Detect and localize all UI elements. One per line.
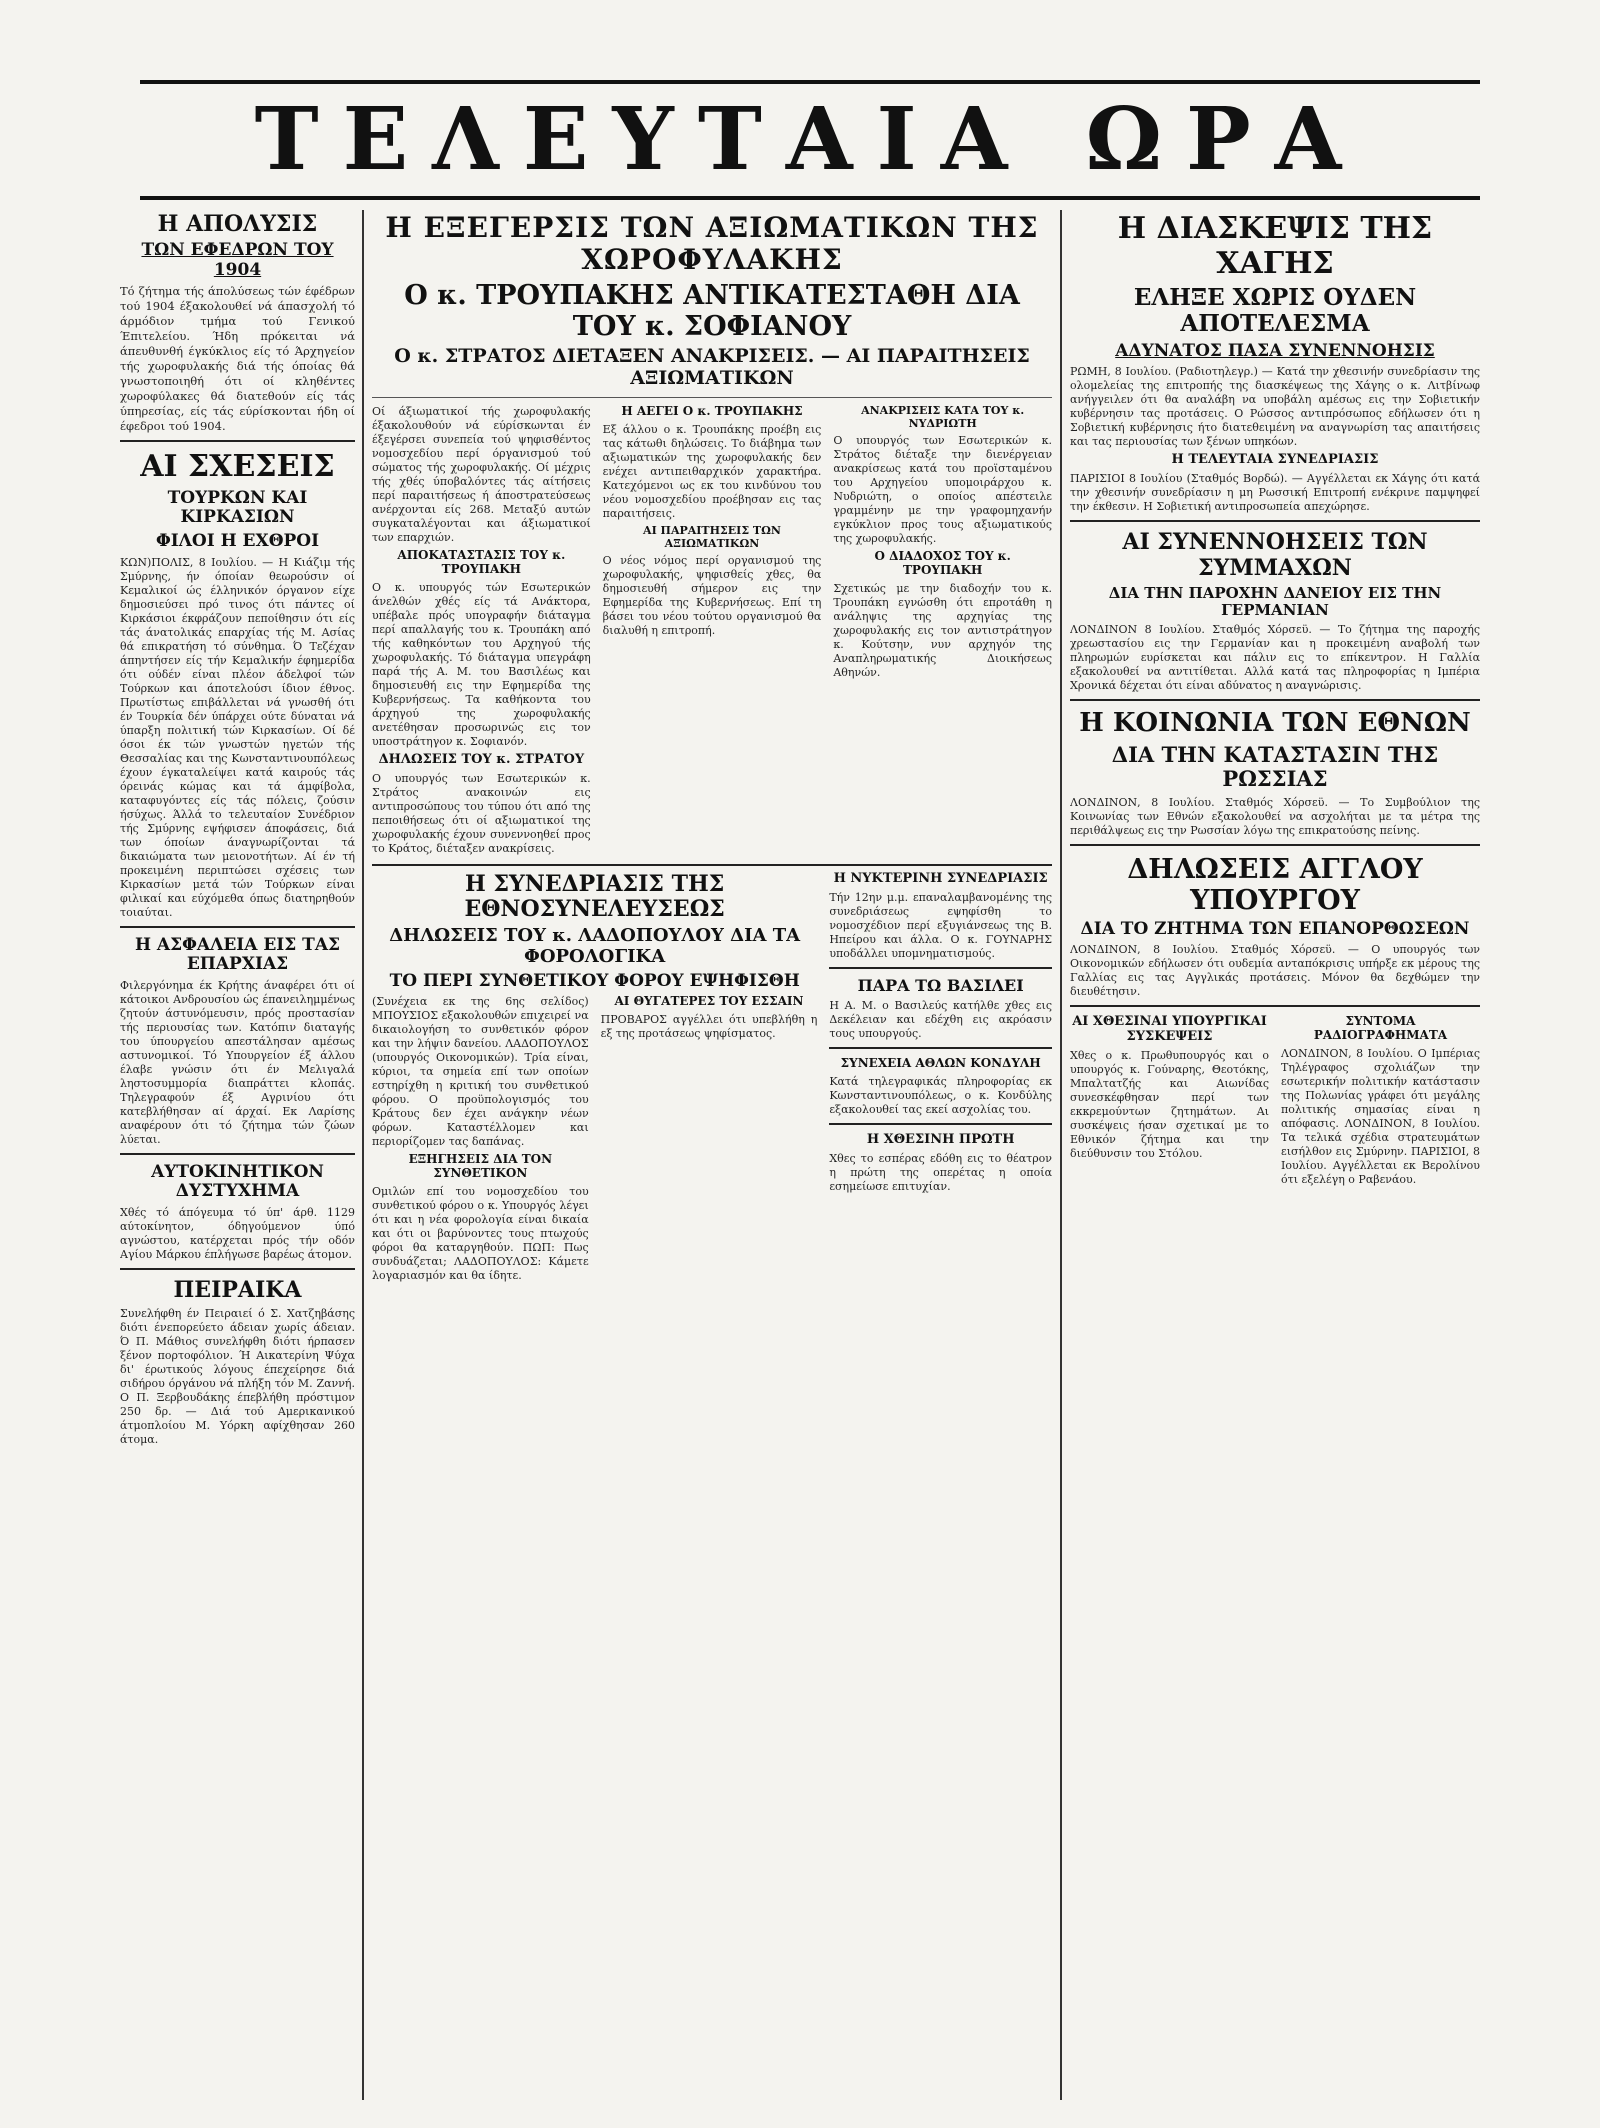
masthead-title: ΤΕΛΕΥΤΑΙΑ ΩΡΑ <box>254 89 1366 190</box>
section-heading-explanations: ΕΞΗΓΗΣΕΙΣ ΔΙΑ ΤΟΝ ΣΥΝΘΕΤΙΚΟΝ <box>408 1152 553 1180</box>
divider <box>372 397 1052 398</box>
article-body-kondylis: Κατά τηλεγραφικάς πληροφορίας εκ Κωνσταντινουπόλεως, ο κ. Κονδύλης εξακολουθεί τας εκεί ασχολίας του. <box>829 1074 1052 1116</box>
section-heading-stratos-statements: ΔΗΛΩΣΕΙΣ ΤΟΥ κ. ΣΤΡΑΤΟΥ <box>378 751 585 767</box>
assembly-subcolumns <box>372 993 817 1285</box>
divider <box>829 1123 1052 1125</box>
divider <box>829 1047 1052 1049</box>
article-body-hague: ΡΩΜΗ, 8 Ιουλίου. (Ραδιοτηλεγρ.) — Κατά την χθεσινήν συνεδρίασιν της ολομελείας της επιτροπής της διασκέψεως της Χάγης ο κ. Λιτβίνωφ ανήγγειλεν ότι θα αναλάβη να υποβάλη αμέσως εις την Σοβιετικήν κυβέρνησιν τας προτάσεις. Ο Ρώσσος αντιπρόσωπος εδήλωσεν ότι η Σοβιετική κυβέρνησις ήτο διατεθειμένη να αναγνωρίση τας απαιτήσεις και τας περιουσίας των ξένων υπηκόων. <box>1070 365 1480 449</box>
article-body-explanations: Ομιλών επί του νομοσχεδίου του συνθετικού φόρου ο κ. Υπουργός λέγει ότι και η νέα φορολογία είναι δικαία και ότι οι βαρύνοντες τους πτωχούς φόροι θα καταργηθούν. ΠΩΠ: Πως συνδυάζεται; ΛΑΔΟΠΟΥΛΟΣ: Κάμετε λογαριασμόν και θα ίδητε. <box>372 1184 589 1282</box>
divider <box>829 967 1052 969</box>
article-body-league: ΛΟΝΔΙΝΟΝ, 8 Ιουλίου. Σταθμός Χόρσεϋ. — Το Συμβούλιον της Κοινωνίας των Εθνών εξακολουθεί να ασχολήται με τα μέτρα της περιθάλψεως εις την Ρωσσίαν λόγω της επικρατούσης πείνης. <box>1070 795 1480 837</box>
article-body-successor: Σχετικώς με την διαδοχήν του κ. Τρουπάκη εγνώσθη ότι επροτάθη η ανάληψις της αρχηγίας της χωροφυλακής εις τον αντιστράτηγον κ. Κούτσην, νυν αρχηγόν της Αναπληρωματικής Διοικήσεως Αθηνών. <box>833 582 1052 680</box>
article-body-assembly: (Συνέχεια εκ της 6ης σελίδος) ΜΠΟΥΣΙΟΣ εξακολουθών επιχειρεί να δικαιολογήση το συνθετικόν φόρον και την λήψιν δανείου. ΛΑΔΟΠΟΥΛΟΣ (υπουργός Οικονομικών). Τρία είναι, κύριοι, τα σημεία επί των οποίων εστηρίχθη η κριτική του συνθετικού φόρου. Ο προϋπολογισμός του Κράτους δεν έχει ανάγκην νέων φόρων. Καταστέλλομεν και περιορίζομεν τας δαπάνας. <box>372 995 589 1149</box>
column-rule-2 <box>1060 210 1062 2100</box>
assembly-subcolumn-2 <box>601 993 818 1285</box>
masthead-rule-bottom <box>140 196 1480 200</box>
assembly-row <box>372 870 1052 1285</box>
article-body-reparations: ΛΟΝΔΙΝΟΝ, 8 Ιουλίου. Σταθμός Χόρσεϋ. — Ο υπουργός των Οικονομικών εδήλωσεν ότι ουδεμία ανταπόκρισις υπήρξε εκ μέρους της Γαλλίας εις τας Αγγλικάς προτάσεις. Μόνον θα δεχθώμεν την διευθέτησιν. <box>1070 943 1480 999</box>
section-heading-daughters: ΑΙ ΘΥΓΑΤΕΡΕΣ ΤΟΥ ΕΣΣΑΙΝ <box>614 994 804 1009</box>
section-heading-last-session: Η ΤΕΛΕΥΤΑΙΑ ΣΥΝΕΔΡΙΑΣΙΣ <box>1171 452 1379 468</box>
assembly-main <box>372 870 817 1285</box>
section-heading-kondylis: ΣΥΝΕΧΕΙΑ ΑΘΛΩΝ ΚΟΝΔΥΛΗ <box>840 1056 1041 1071</box>
center-subcolumn-3 <box>833 403 1052 858</box>
article-heading-dismissal: Η ΑΠΟΛΥΣΙΣ <box>157 211 318 237</box>
divider <box>1070 520 1480 522</box>
article-body-security: Φιλεργόνημα έκ Κρήτης άναφέρει ότι οί κάτοικοι Ανδρουσίου ώς έπανειλημμένως ζητούν άστυνόμευσιν, πρός προστασίαν τής περιουσίας των. Κατόπιν διαταγής του ύπουργείου απεστάλησαν αμέσως αστυνομικοί. Τό Υπουργείον έξ άλλου έλαβε γνώσιν ότι έν Μελιγαλά ληστοσυμμορία διαπράττει κλοπάς. Τηλεγραφούν έξ Αγρινίου ότι κατεβλήθησαν αί άρχαί. Εκ Λαρίσης αναφέρουν ότι τό ζήτημα τών ζώων λύεται. <box>120 978 355 1146</box>
assembly-side <box>829 870 1052 1285</box>
section-heading-investigations: ΑΝΑΚΡΙΣΕΙΣ ΚΑΤΑ ΤΟΥ κ. ΝΥΔΡΙΩΤΗ <box>861 404 1025 430</box>
article-body-cabinet: Χθες ο κ. Πρωθυπουργός και ο υπουργός κ. Γούναρης, Θεοτόκης, Μπαλτατζής και Αιωνίδας συνεσκέφθησαν περί των εκκρεμούντων ζητημάτων. Αι συσκέψεις ήσαν σχετικαί με το Εθνικόν ζήτημα και την διεύθυνσιν του Στόλου. <box>1070 1049 1269 1161</box>
center-subcolumn-2 <box>603 403 822 858</box>
article-heading-piraeus: ΠΕΙΡΑΙΚΑ <box>173 1276 302 1303</box>
article-heading-relations: ΑΙ ΣΧΕΣΕΙΣ <box>140 449 335 485</box>
right-bottom-row <box>1070 1013 1480 1189</box>
right-bottom-left <box>1070 1013 1269 1189</box>
divider <box>1070 844 1480 846</box>
divider <box>120 926 355 928</box>
assembly-section <box>372 864 1052 1285</box>
article-kicker-hague: ΑΔΥΝΑΤΟΣ ΠΑΣΑ ΣΥΝΕΝΝΟΗΣΙΣ <box>1115 340 1435 361</box>
masthead-rule-top <box>140 80 1480 84</box>
divider <box>120 440 355 442</box>
article-body-radiograms: ΛΟΝΔΙΝΟΝ, 8 Ιουλίου. Ο Ιμπέριας Τηλέγραφος σχολιάζων την εσωτερικήν πολιτικήν κατάστασιν της Πολωνίας γράφει ότι μεγάλης πολιτικής σημασίας είναι η απόφασις. ΛΟΝΔΙΝΟΝ, 8 Ιουλίου. Τα τελικά σχέδια στρατευμάτων εισήλθον εις Σμύρνην. ΠΑΡΙΣΙΟΙ, 8 Ιουλίου. Αγγέλλεται εκ Βερολίνου ότι εξελέγη ο Ραβενάου. <box>1281 1046 1480 1186</box>
assembly-subcolumn-1 <box>372 993 589 1285</box>
article-kicker-relations: ΦΙΛΟΙ Η ΕΧΘΡΟΙ <box>155 530 320 551</box>
article-body-last-session: ΠΑΡΙΣΙΟΙ 8 Ιουλίου (Σταθμός Βορδώ). — Αγγέλλεται εκ Χάγης ότι κατά την χθεσινήν συνεδρίασιν η μη Ρωσσική Επιτροπή ενέκρινε παμψηφεί την έκθεσιν. Η Σοβιετική αντιπροσωπεία απεχώρησε. <box>1070 472 1480 514</box>
section-heading-troupakis-says: Η ΑΕΓΕΙ Ο κ. ΤΡΟΥΠΑΚΗΣ <box>621 404 803 419</box>
article-subheading-league: ΔΙΑ ΤΗΝ ΚΑΤΑΣΤΑΣΙΝ ΤΗΣ ΡΩΣΣΙΑΣ <box>1111 742 1439 792</box>
article-body-car-accident: Χθές τό άπόγευμα τό ύπ' άρθ. 1129 αύτοκίνητον, όδηγούμενον ύπό αγνώστου, κατέρχεται πρός τήν οδόν Αγίου Μάρκου έπλήγωσε βαρέως άτομον. <box>120 1205 355 1261</box>
article-body-dismissal-troupakis: Ο κ. υπουργός τών Εσωτερικών άνελθών χθές είς τά Ανάκτορα, υπέβαλε πρός υπογραφήν διάταγμα περί απαλλαγής του κ. Τρουπάκη από τής καθηκόντων του Αρχηγού τής χωροφυλακής. Τό διάταγμα υπεγράφη παρά τής Α. Μ. του Βασιλέως και δημοσιευθή εις την Εφημερίδα της Κυβερνήσεως. Τα καθήκοντα του άρχηγού της χωροφυλακής ανετέθησαν προσωρινώς εις τον υποστράτηγον κ. Σοφιανόν. <box>372 580 591 748</box>
article-subheading-relations: ΤΟΥΡΚΩΝ ΚΑΙ ΚΙΡΚΑΣΙΩΝ <box>167 487 308 528</box>
section-heading-king: ΠΑΡΑ ΤΩ ΒΑΣΙΛΕΙ <box>857 975 1024 995</box>
article-body-resignations: Ο νέος νόμος περί οργανισμού της χωροφυλακής, ψηφισθείς χθες, θα δημοσιευθή σήμερον εις την Εφημερίδα της Κυβερνήσεως. Επί τη βάσει του νέου τούτου οργανισμού θα διαλυθή η επιτροπή. <box>602 554 822 638</box>
banner-headline-assembly: Η ΣΥΝΕΔΡΙΑΣΙΣ ΤΗΣ ΕΘΝΟΣΥΝΕΛΕΥΣΕΩΣ <box>464 870 725 922</box>
article-heading-hague: Η ΔΙΑΣΚΕΨΙΣ ΤΗΣ ΧΑΓΗΣ <box>1117 211 1433 281</box>
section-heading-resignations: ΑΙ ΠΑΡΑΙΤΗΣΕΙΣ ΤΩΝ ΑΞΙΩΜΑΤΙΚΩΝ <box>643 523 781 550</box>
article-body-night-session: Τήν 12ην μ.μ. επαναλαμβανομένης της συνεδριάσεως εψηφίσθη το νομοσχέδιον περί εξυγιάνσεως της Β. Ηπείρου και άλλα. Ο κ. ΓΟΥΝΑΡΗΣ υποδάλλει υπομνηματισμούς. <box>829 890 1052 960</box>
center-article-columns <box>372 403 1052 858</box>
section-heading-dismissal-troupakis: ΑΠΟΚΑΤΑΣΤΑΣΙΣ ΤΟΥ κ. ΤΡΟΥΠΑΚΗ <box>397 548 566 576</box>
article-subheading-dismissal: ΤΩΝ ΕΦΕΔΡΩΝ ΤΟΥ 1904 <box>141 240 334 280</box>
article-body-dismissal: Τό ζήτημα τής άπολύσεως τών έφέδρων τού 1904 έξακολουθεί νά άπασχολή τό άρμόδιον τμήμα τού Γενικού Έπιτελείου. Ήδη πρόκειται νά άπευθυνθή έγκύκλιος είς τό Άρχηγείον τής χωροφυλακής διά τής όποίας θά γνωστοποιηθή ότι οί κληθέντες χωροφύλακες θά διατεθούν είς τάς ύπηρεσίας, είς τάς εύρίσκονται ήδη οί έφεδροι τού 1904. <box>120 284 355 434</box>
section-heading-premiere: Η ΧΘΕΣΙΝΗ ΠΡΩΤΗ <box>866 1131 1015 1147</box>
article-body-uprising: Οί άξιωματικοί τής χωροφυλακής έξακολουθούν νά εύρίσκωνται έν έξεγέρσει συνεπεία τού ψηφισθέντος νομοσχεδίου περί όργανισμού τού σώματος τής χωροφυλακής. Οί μέχρις τής χθές ύποβαλόντες τάς αίτήσεις περί παραιτήσεως ή άποστρατεύσεως ανέρχονται είς 268. Μεταξύ αυτών συγκαταλέγονται και άξιωματικοί των επαρχιών. <box>372 405 591 545</box>
right-column <box>1070 210 1480 2110</box>
banner-headline-uprising: Η ΕΞΕΓΕΡΣΙΣ ΤΩΝ ΑΞΙΩΜΑΤΙΚΩΝ ΤΗΣ ΧΩΡΟΦΥΛΑΚΗΣ <box>385 211 1039 277</box>
article-subheading-reparations: ΔΙΑ ΤΟ ΖΗΤΗΜΑ ΤΩΝ ΕΠΑΝΟΡΘΩΣΕΩΝ <box>1080 918 1470 939</box>
divider <box>1070 1005 1480 1007</box>
article-body-relations: ΚΩΝ)ΠΟΛΙΣ, 8 Ιουλίου. — Η Κιάζιμ τής Σμύρνης, ήν όποίαν θεωρούσιν οί Κεμαλικοί ώς έλληνικόν όργανον είχε δημοσιεύσει πρό τινος ότι πάντες οί Κιρκάσιοι έκφράζουν πεποίθησιν ότι είς τάς άνατολικάς επαρχίας τής Μ. Ασίας θά επικρατήση τό σύνθημα. Ό Τεζέχαν άπηντήσεν είς τήν Κεμαλικήν έφημερίδα ότι ούδέν είναι πλέον άδελφοί τών Τούρκων και άποτελούσι ίδιον έθνος. Πρωτίστως επιβάλλεται νά γνωσθή ότι έν Τουρκία δέν ύπάρχει ούτε δύναται νά ύπαρξη πολιτική τών Κιρκασίων. Οί δέ όσοι έκ τών γνωστών ηγετών τής Θεσσαλίας και της Κωνσταντινουπόλεως έχουν έγκαταλείψει κατά καιρούς τάς όρεινάς κώμας και τά άμφίβολα, καταφυγόντες είς τάς πόλεις, ζούσιν ήσύχως. Άλλά το τελευταίον Συνέδριον τής Σμύρνης εψήφισεν άποφάσεις, διά των όποίων άναγνωρίζονται τά δικαιώματα των μειονοτήτων. Αί έν τή προκειμένη περιπτώσει σχέσεις των Κιρκασίων μετά τών Τούρκων είναι φιλικαί και εύχόμεθα όπως διατηρηθούν τοιαύται. <box>120 555 355 919</box>
divider <box>1070 699 1480 701</box>
center-subcolumn-1 <box>372 403 591 858</box>
section-heading-successor: Ο ΔΙΑΔΟΧΟΣ ΤΟΥ κ. ΤΡΟΥΠΑΚΗ <box>874 549 1011 578</box>
article-body-investigations: Ο υπουργός των Εσωτερικών κ. Στράτος διέταξε την διενέργειαν ανακρίσεως κατά του προϊσταμένου του Αρχηγείου υπομοιράρχου κ. Νυδριώτη, ο οποίος απέστειλε γραμμένην με την γραφομηχανήν εγκύκλιον προς τους αξιωματικούς της χωροφυλακής. <box>833 434 1052 546</box>
section-heading-cabinet: ΑΙ ΧΘΕΣΙΝΑΙ ΥΠΟΥΡΓΙΚΑΙ ΣΥΣΚΕΨΕΙΣ <box>1072 1014 1267 1045</box>
article-heading-league: Η ΚΟΙΝΩΝΙΑ ΤΩΝ ΕΘΝΩΝ <box>1079 708 1471 739</box>
article-body-allies: ΛΟΝΔΙΝΟΝ 8 Ιουλίου. Σταθμός Χόρσεϋ. — Το ζήτημα της παροχής χρεωστασίου εις την Γερμανίαν και η προκειμένη αναβολή των πληρωμών ευρίσκεται και πάλιν εις το επίκεντρον. Η Γαλλία εξακολουθεί να αντιτίθεται. Αλλά κατά τας πληροφορίας η Ιμπέρια Χρονικά δέχεται ότι είναι αδύνατος η αναγνώρισις. <box>1070 623 1480 693</box>
section-heading-radiograms: ΣΥΝΤΟΜΑ ΡΑΔΙΟΓΡΑΦΗΜΑΤΑ <box>1313 1014 1448 1043</box>
subheadline-synthetic-tax: ΤΟ ΠΕΡΙ ΣΥΝΘΕΤΙΚΟΥ ΦΟΡΟΥ ΕΨΗΦΙΣΘΗ <box>389 970 800 991</box>
headline-troupakis: Ο κ. ΤΡΟΥΠΑΚΗΣ ΑΝΤΙΚΑΤΕΣΤΑΘΗ ΔΙΑ ΤΟΥ κ. ΣΟΦΙΑΝΟΥ <box>404 280 1020 343</box>
article-heading-security: Η ΑΣΦΑΛΕΙΑ ΕΙΣ ΤΑΣ ΕΠΑΡΧΙΑΣ <box>134 934 341 975</box>
right-bottom-right <box>1281 1013 1480 1189</box>
subheadline-stratos: Ο κ. ΣΤΡΑΤΟΣ ΔΙΕΤΑΞΕΝ ΑΝΑΚΡΙΣΕΙΣ. — ΑΙ ΠΑΡΑΙΤΗΣΕΙΣ ΑΞΙΩΜΑΤΙΚΩΝ <box>394 345 1030 390</box>
article-body-premiere: Χθες το εσπέρας εδόθη εις το θέατρον η πρώτη της οπερέτας η οποία εσημείωσε επιτυχίαν. <box>829 1151 1052 1193</box>
article-body-daughters: ΠΡΟΒΑΡΟΣ αγγέλλει ότι υπεβλήθη η εξ της προτάσεως ψηφίσματος. <box>600 1013 818 1040</box>
article-subheading-allies: ΔΙΑ ΤΗΝ ΠΑΡΟΧΗΝ ΔΑΝΕΙΟΥ ΕΙΣ ΤΗΝ ΓΕΡΜΑΝΙΑΝ <box>1108 583 1442 620</box>
article-heading-english-minister: ΔΗΛΩΣΕΙΣ ΑΓΓΛΟΥ ΥΠΟΥΡΓΟΥ <box>1127 853 1423 916</box>
headline-ladopoulos: ΔΗΛΩΣΕΙΣ ΤΟΥ κ. ΛΑΔΟΠΟΥΛΟΥ ΔΙΑ ΤΑ ΦΟΡΟΛΟΓΙΚΑ <box>389 925 801 967</box>
section-heading-night-session: Η ΝΥΚΤΕΡΙΝΗ ΣΥΝΕΔΡΙΑΣΙΣ <box>833 870 1048 886</box>
article-body-king: Η Α. Μ. ο Βασιλεύς κατήλθε χθες εις Δεκέλειαν και εδέχθη εις ακρόασιν τους υπουργούς. <box>829 999 1052 1041</box>
article-body-piraeus: Συνελήφθη έν Πειραιεί ό Σ. Χατζηβάσης διότι ένεπορεύετο άδειαν χωρίς άδειαν. Ό Π. Μάθιος συνελήφθη διότι ήρπασεν ξένον πορτοφόλιον. Ή Αικατερίνη Ψύχα δι' έρωτικούς λόγους έπεχείρησε διά σιδήρου όργάνου νά πλήξη τόν Μ. Ζαννή. Ο Π. Ξερβουδάκης έπεβλήθη πρόστιμον 250 δρ. — Διά τού Αμερικανικού άτμοπλοίου Μ. Υόρκη αφίχθησαν 260 άτομα. <box>120 1307 355 1447</box>
divider <box>120 1268 355 1270</box>
column-rule-1 <box>362 210 364 2100</box>
masthead <box>140 80 1480 200</box>
article-heading-allies: ΑΙ ΣΥΝΕΝΝΟΗΣΕΙΣ ΤΩΝ ΣΥΜΜΑΧΩΝ <box>1122 529 1428 581</box>
article-body-stratos-statements: Ο υπουργός των Εσωτερικών κ. Στράτος ανακοινών εις αντιπροσώπους του τύπου ότι από της πεποιθήσεως ότι οί αξιωματικοί της χωροφυλακής έχουν συνεννοηθεί προς το Κράτος, διέταξεν ανακρίσεις. <box>372 771 591 855</box>
article-body-troupakis-says: Εξ άλλου ο κ. Τρουπάκης προέβη εις τας κάτωθι δηλώσεις. Το διάβημα των αξιωματικών της χωροφυλακής δεν ενέχει αντιπειθαρχικόν χαρακτήρα. Κατεχόμενοι ως εκ του κινδύνου του νέου νομοσχεδίου προέβησαν εις τας παραιτήσεις. <box>602 422 822 520</box>
divider <box>120 1153 355 1155</box>
left-column <box>120 210 355 2110</box>
center-column <box>372 210 1052 2110</box>
article-heading-car-accident: ΑΥΤΟΚΙΝΗΤΙΚΟΝ ΔΥΣΤΥΧΗΜΑ <box>151 1161 324 1202</box>
article-subheading-hague: ΕΛΗΞΕ ΧΩΡΙΣ ΟΥΔΕΝ ΑΠΟΤΕΛΕΣΜΑ <box>1133 284 1417 338</box>
